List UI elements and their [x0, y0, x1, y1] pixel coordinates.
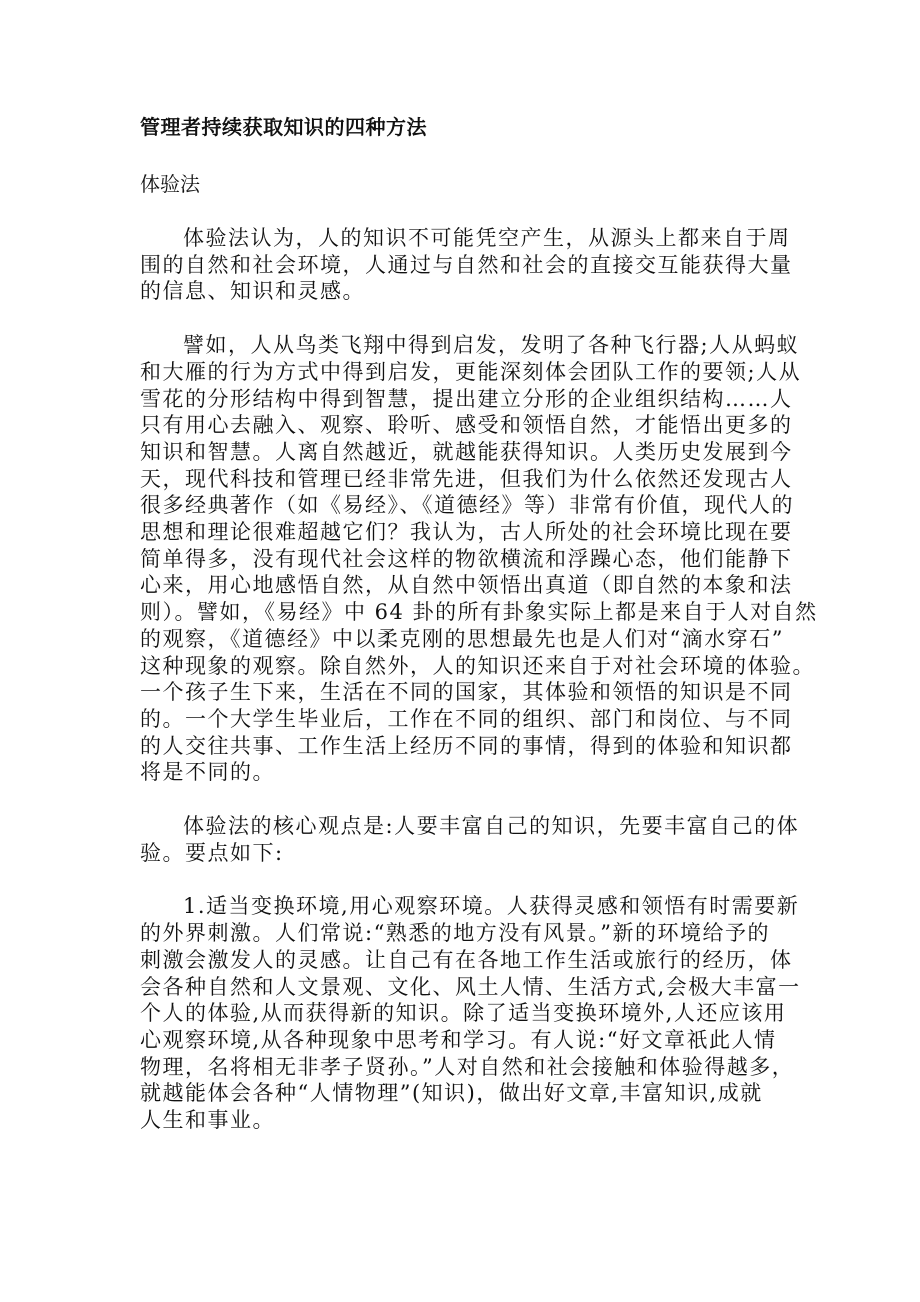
paragraph-line: 体验法的核心观点是:人要丰富自己的知识，先要丰富自己的体 — [183, 814, 800, 839]
paragraph-line: 的信息、知识和灵感。 — [140, 279, 365, 304]
paragraph-line: 物理，名将相无非孝子贤孙。”人对自然和社会接触和体验得越多， — [140, 1054, 795, 1079]
paragraph-line: 验。要点如下: — [140, 840, 284, 865]
paragraph-line: 思想和理论很难超越它们？我认为，古人所处的社会环境比现在要 — [140, 520, 793, 545]
paragraph-line: 围的自然和社会环境，人通过与自然和社会的直接交互能获得大量 — [140, 252, 793, 277]
paragraph-line: 天，现代科技和管理已经非常先进，但我们为什么依然还发现古人 — [140, 466, 793, 491]
paragraph-line: 和大雁的行为方式中得到启发，更能深刻体会团队工作的要领;人从 — [140, 359, 802, 384]
paragraph-line: 将是不同的。 — [140, 760, 275, 785]
paragraph-line: 只有用心去融入、观察、聆听、感受和领悟自然，才能悟出更多的 — [140, 413, 793, 438]
paragraph — [140, 813, 800, 866]
document-page — [140, 113, 818, 1134]
paragraph-line: 刺激会激发人的灵感。让自己有在各地工作生活或旅行的经历，体 — [140, 947, 793, 972]
paragraph-line: 体验法认为，人的知识不可能凭空产生，从源头上都来自于周 — [183, 226, 791, 250]
section-heading: 体验法 — [140, 172, 200, 196]
paragraph-line: 一个孩子生下来，生活在不同的国家，其体验和领悟的知识是不同 — [140, 680, 793, 705]
paragraph-line: 1.适当变换环境,用心观察环境。人获得灵感和领悟有时需要新 — [183, 894, 800, 919]
paragraph-line: 的人交往共事、工作生活上经历不同的事情，得到的体验和知识都 — [140, 733, 793, 758]
paragraph-line: 的。一个大学生毕业后，工作在不同的组织、部门和岗位、与不同 — [140, 706, 793, 731]
paragraph-line: 的外界刺激。人们常说:“熟悉的地方没有风景。”新的环境给予的 — [140, 921, 771, 946]
paragraph-line: 知识和智慧。人离自然越近，就越能获得知识。人类历史发展到今 — [140, 439, 793, 464]
paragraph-line: 的观察，《道德经》中以柔克刚的思想最先也是人们对“滴水穿石” — [140, 626, 784, 651]
paragraph — [140, 332, 818, 786]
document-body — [140, 225, 818, 1134]
paragraph-line: 会各种自然和人文景观、文化、风土人情、生活方式,会极大丰富一 — [140, 974, 801, 999]
document-title: 管理者持续获取知识的四种方法 — [140, 115, 427, 139]
paragraph-line: 心来，用心地感悟自然，从自然中领悟出真道（即自然的本象和法 — [140, 573, 793, 598]
paragraph-line: 雪花的分形结构中得到智慧，提出建立分形的企业组织结构……人 — [140, 386, 793, 411]
paragraph — [140, 225, 800, 305]
paragraph-line: 个人的体验,从而获得新的知识。除了适当变换环境外,人还应该用 — [140, 1001, 787, 1026]
paragraph-line: 这种现象的观察。除自然外，人的知识还来自于对社会环境的体验。 — [140, 653, 815, 678]
paragraph — [140, 893, 800, 1133]
paragraph-line: 人生和事业。 — [140, 1108, 275, 1133]
paragraph-line: 很多经典著作（如《易经》、《道德经》等）非常有价值，现代人的 — [140, 493, 794, 518]
paragraph-line: 则）。譬如，《易经》中 64 卦的所有卦象实际上都是来自于人对自然 — [140, 600, 818, 625]
paragraph-line: 心观察环境,从各种现象中思考和学习。有人说:“好文章祇此人情 — [140, 1027, 777, 1052]
paragraph-line: 简单得多，没有现代社会这样的物欲横流和浮躁心态，他们能静下 — [140, 546, 793, 571]
paragraph-line: 就越能体会各种“人情物理”(知识)，做出好文章,丰富知识,成就 — [140, 1081, 763, 1106]
paragraph-line: 譬如，人从鸟类飞翔中得到启发，发明了各种飞行器;人从蚂蚁 — [183, 333, 800, 358]
